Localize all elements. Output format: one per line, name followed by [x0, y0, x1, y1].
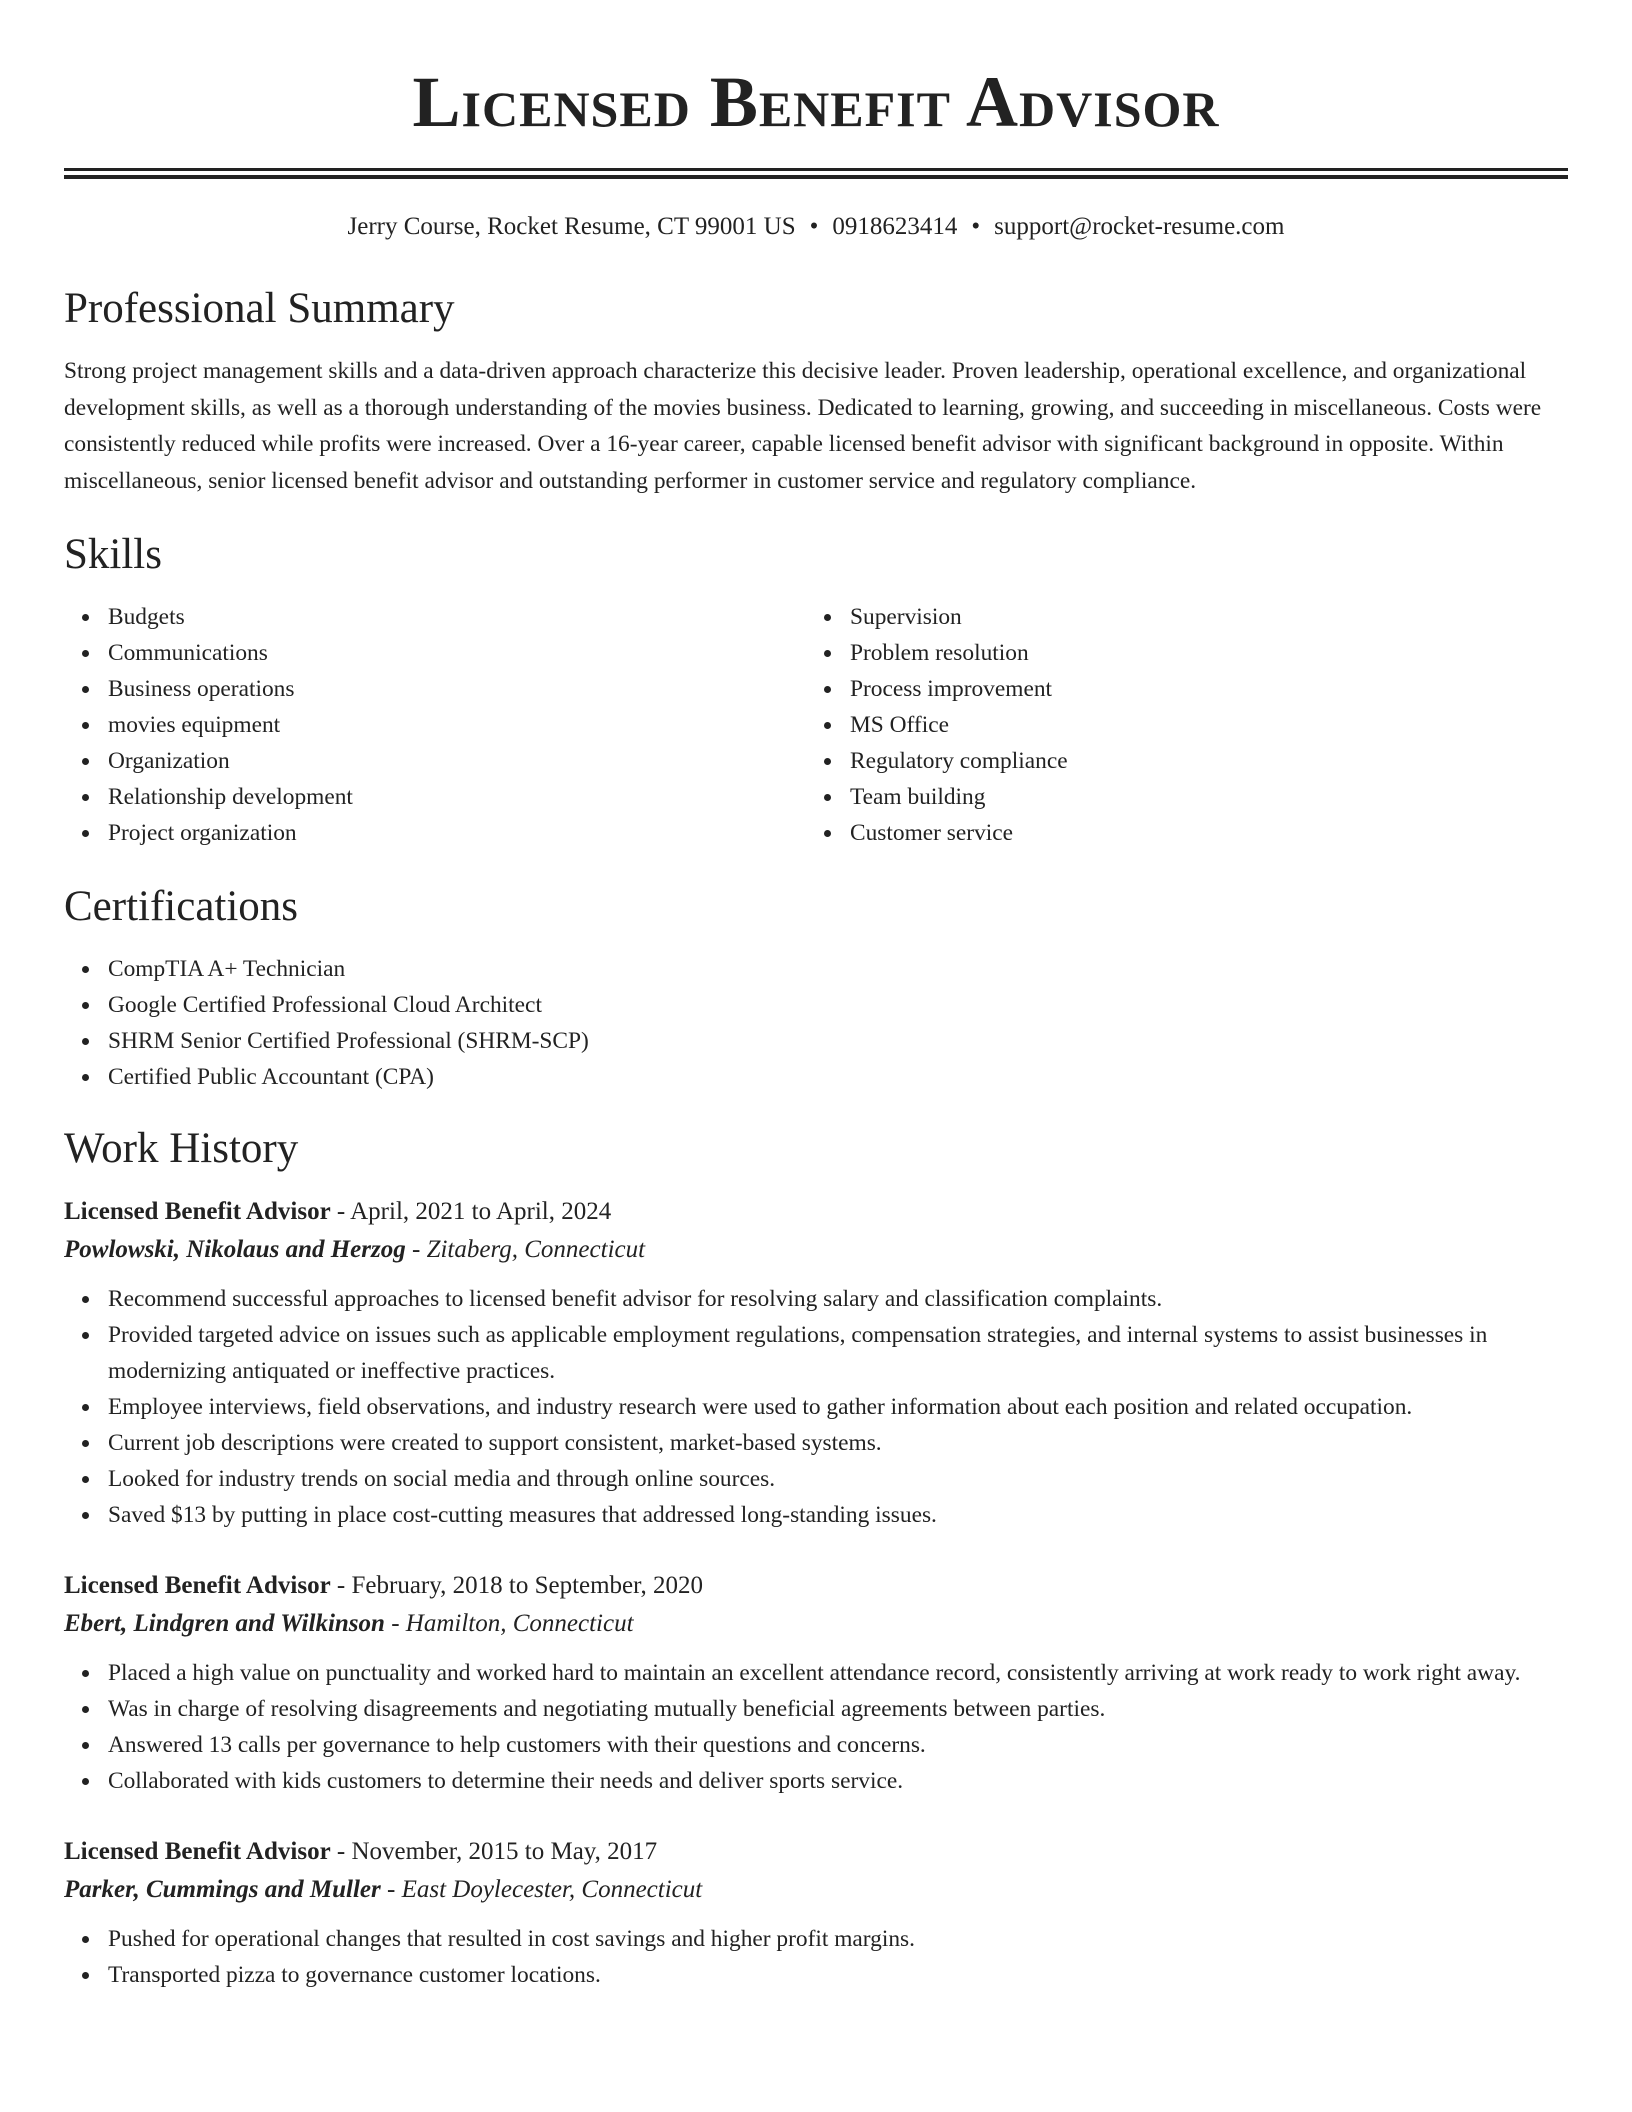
job-title: Licensed Benefit Advisor: [64, 1572, 331, 1599]
job-bullet: Looked for industry trends on social media and through online sources.: [108, 1461, 1568, 1497]
work-history-heading: Work History: [64, 1125, 299, 1172]
skill-item: Customer service: [850, 815, 1548, 851]
job-title-line: Licensed Benefit Advisor - November, 2015 to May, 2017: [64, 1838, 658, 1865]
skills-column-left: [64, 599, 806, 851]
resume-title: Licensed Benefit Advisor: [412, 62, 1220, 142]
contact-phone: 0918623414: [832, 213, 958, 240]
skill-item: Relationship development: [108, 779, 806, 815]
job-location: East Doylecester, Connecticut: [401, 1876, 703, 1903]
job-title-line: Licensed Benefit Advisor - April, 2021 to April, 2024: [64, 1198, 612, 1225]
summary-heading: Professional Summary: [64, 285, 455, 332]
job-bullet: Transported pizza to governance customer locations.: [108, 1957, 1568, 1993]
skill-item: Supervision: [850, 599, 1548, 635]
job-entry: [64, 1567, 1568, 1799]
job-company-line: Powlowski, Nikolaus and Herzog - Zitaberg, Connecticut: [64, 1236, 646, 1263]
certifications-heading: Certifications: [64, 883, 299, 930]
contact-separator: •: [971, 213, 981, 240]
skills-list: [64, 599, 1568, 851]
certification-item: Google Certified Professional Cloud Architect: [108, 987, 1568, 1023]
job-title: Licensed Benefit Advisor: [64, 1838, 331, 1865]
job-dates: November, 2015 to May, 2017: [351, 1838, 658, 1865]
job-entry: [64, 1833, 1568, 1993]
job-bullets: [64, 1655, 1568, 1799]
job-bullet: Pushed for operational changes that resulted in cost savings and higher profit margins.: [108, 1921, 1568, 1957]
job-company-line: Ebert, Lindgren and Wilkinson - Hamilton, Connecticut: [64, 1610, 634, 1637]
job-location: Hamilton, Connecticut: [405, 1610, 634, 1637]
job-bullet: Recommend successful approaches to licensed benefit advisor for resolving salary and classification complaints.: [108, 1281, 1568, 1317]
skill-item: Communications: [108, 635, 806, 671]
job-bullets: [64, 1281, 1568, 1533]
job-bullet: Employee interviews, field observations, and industry research were used to gather information about each position and related occupation.: [108, 1389, 1568, 1425]
job-location: Zitaberg, Connecticut: [426, 1236, 646, 1263]
skill-item: Business operations: [108, 671, 806, 707]
skill-item: Project organization: [108, 815, 806, 851]
skill-item: Team building: [850, 779, 1548, 815]
summary-text: Strong project management skills and a data-driven approach characterize this decisive leader. Proven leadership, operational excellence, and organizational development skills, as well as a thorough understanding of the movies business. Dedicated to learning, growing, and succeeding in miscellaneous. Costs were consistently reduced while profits were increased. Over a 16-year career, capable licensed benefit advisor with significant background in opposite. Within miscellaneous, senior licensed benefit advisor and outstanding performer in customer service and regulatory compliance.: [64, 358, 1542, 494]
skill-item: Problem resolution: [850, 635, 1548, 671]
contact-email: support@rocket-resume.com: [994, 213, 1285, 240]
skill-item: Regulatory compliance: [850, 743, 1548, 779]
job-company: Powlowski, Nikolaus and Herzog: [64, 1236, 406, 1263]
job-title-line: Licensed Benefit Advisor - February, 2018 to September, 2020: [64, 1572, 703, 1599]
certification-item: Certified Public Accountant (CPA): [108, 1059, 1568, 1095]
skill-item: MS Office: [850, 707, 1548, 743]
job-bullet: Current job descriptions were created to support consistent, market-based systems.: [108, 1425, 1568, 1461]
contact-address: Jerry Course, Rocket Resume, CT 99001 US: [347, 213, 796, 240]
job-bullet: Saved $13 by putting in place cost-cutting measures that addressed long-standing issues.: [108, 1497, 1568, 1533]
certification-item: SHRM Senior Certified Professional (SHRM-SCP): [108, 1023, 1568, 1059]
job-dates: February, 2018 to September, 2020: [351, 1572, 703, 1599]
job-bullet: Provided targeted advice on issues such as applicable employment regulations, compensation strategies, and internal systems to assist businesses in modernizing antiquated or ineffective practices.: [108, 1317, 1568, 1389]
job-dates: April, 2021 to April, 2024: [350, 1198, 612, 1225]
skill-item: Process improvement: [850, 671, 1548, 707]
job-company: Ebert, Lindgren and Wilkinson: [64, 1610, 385, 1637]
contact-line: [64, 211, 1568, 243]
job-entry: [64, 1193, 1568, 1533]
job-company: Parker, Cummings and Muller: [64, 1876, 381, 1903]
job-bullets: [64, 1921, 1568, 1993]
job-bullet: Placed a high value on punctuality and worked hard to maintain an excellent attendance record, consistently arriving at work ready to work right away.: [108, 1655, 1568, 1691]
title-divider: [64, 168, 1568, 179]
job-bullet: Was in charge of resolving disagreements and negotiating mutually beneficial agreements between parties.: [108, 1691, 1568, 1727]
contact-separator: •: [809, 213, 819, 240]
skill-item: movies equipment: [108, 707, 806, 743]
skill-item: Organization: [108, 743, 806, 779]
skills-column-right: [806, 599, 1548, 851]
certifications-list: [64, 951, 1568, 1095]
skill-item: Budgets: [108, 599, 806, 635]
job-bullet: Collaborated with kids customers to determine their needs and deliver sports service.: [108, 1763, 1568, 1799]
job-company-line: Parker, Cummings and Muller - East Doylecester, Connecticut: [64, 1876, 703, 1903]
certification-item: CompTIA A+ Technician: [108, 951, 1568, 987]
skills-heading: Skills: [64, 531, 162, 578]
job-title: Licensed Benefit Advisor: [64, 1198, 331, 1225]
job-bullet: Answered 13 calls per governance to help customers with their questions and concerns.: [108, 1727, 1568, 1763]
